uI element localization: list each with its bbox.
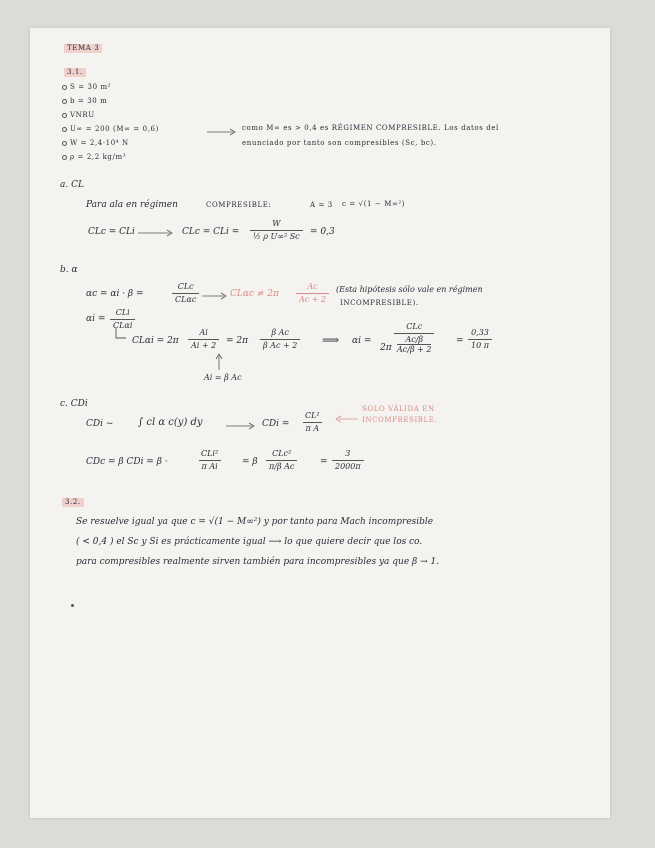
exercise-3-2-label: 3.2.: [62, 498, 84, 507]
section-a-result: = 0,3: [310, 227, 335, 237]
bullet-icon: [62, 99, 67, 104]
section-c-label: c. CDi: [60, 399, 88, 409]
section-b-eq3-left: CLαi = 2π: [132, 336, 179, 346]
bullet-icon: [62, 155, 67, 160]
fraction-denominator: β Ac + 2: [260, 339, 300, 351]
alpha-i-final-fraction: [394, 322, 434, 355]
bullet-icon: [62, 127, 67, 132]
section-a-params: A = 3: [310, 201, 333, 209]
arrow-right-icon: [226, 423, 256, 429]
lift-coefficient-fraction: [250, 219, 303, 241]
fraction-numerator: 0,33: [471, 328, 489, 337]
incompressible-note: INCOMPRESIBLE.: [362, 416, 438, 424]
section-3-2-line2: ( < 0,4 ) el Sc y Si es prácticamente igual ⟶ lo que quiere decir que los co.: [76, 537, 423, 547]
fraction-numerator: CLc: [406, 322, 423, 331]
compressible-note-line2: enunciado por tanto son compresibles (Sc, bc).: [242, 139, 437, 147]
section-a-label: a. CL: [60, 180, 84, 190]
fraction-denominator: CLαi: [110, 319, 135, 331]
section-a-compressible: COMPRESIBLE:: [206, 201, 272, 209]
fraction-denominator: Ai + 2: [188, 339, 219, 351]
fraction-denominator: CLαc: [172, 293, 199, 305]
fraction-numerator: CL²: [305, 411, 320, 420]
fraction-denominator: [394, 333, 434, 355]
aspect-ratio-fraction: [188, 328, 219, 350]
only-valid-note: SOLO VÁLIDA EN: [362, 405, 435, 413]
fraction-numerator: W: [272, 219, 281, 228]
section-b-eq3-right: αi =: [352, 336, 372, 346]
section-b-label: b. α: [60, 265, 78, 275]
corner-arrow-icon: [114, 328, 128, 342]
compressible-note-line1: como M∞ es > 0,4 es RÉGIMEN COMPRESIBLE. Los datos del: [242, 124, 499, 132]
incompressible-drag-fraction: [198, 449, 221, 471]
drag-result-fraction: [332, 449, 364, 471]
hypothesis-note-caps: INCOMPRESIBLE).: [340, 299, 419, 307]
section-b-eq2-left: αi =: [86, 314, 106, 324]
fraction-numerator: 3: [345, 449, 351, 458]
data-b: b = 30 m: [70, 97, 108, 105]
hypothesis-note: (Esta hipótesis sólo vale en régimen: [336, 285, 483, 294]
data-rho: ρ = 2,2 kg/m³: [70, 153, 127, 161]
fraction-denominator: π/β Ac: [266, 460, 297, 472]
ink-dot: [71, 604, 74, 607]
inner-numerator: Ac/β: [405, 334, 424, 344]
section-c-eq1-left: CDi ∼: [86, 419, 114, 429]
invalid-lift-slope: CLαc ≠ 2π: [230, 289, 279, 299]
fraction-denominator: Ac + 2: [296, 293, 329, 305]
equals-sign: =: [456, 336, 464, 346]
compressible-aspect-fraction: [260, 328, 300, 350]
fraction-numerator: Ai: [199, 328, 208, 337]
fraction-denominator: 2000π: [332, 460, 364, 472]
topic-title: TEMA 3: [64, 44, 102, 53]
invalid-slope-fraction: [296, 282, 329, 304]
bullet-icon: [62, 85, 67, 90]
section-b-eq3-mid: = 2π: [226, 336, 249, 346]
paper-sheet: [30, 28, 610, 818]
section-a-line1: Para ala en régimen: [86, 200, 178, 210]
alpha-i-result-fraction: [468, 328, 492, 350]
exercise-3-1-label: 3.1.: [64, 68, 86, 77]
fraction-numerator: CLi: [115, 308, 130, 317]
arrow-right-icon: [138, 230, 174, 236]
section-b-eq1-left: αc = αi · β =: [86, 289, 144, 299]
fraction-denominator: π Ai: [199, 460, 221, 472]
bullet-icon: [62, 113, 67, 118]
aspect-ratio-relation: Ai = β Ac: [204, 373, 242, 382]
fraction-denominator: π A: [303, 422, 323, 434]
equals-sign: =: [320, 457, 328, 467]
data-w: W = 2,4·10⁴ N: [70, 139, 129, 147]
fraction-numerator: CLi²: [201, 449, 219, 458]
section-c-eq2-left: CDc = β CDi = β ·: [86, 457, 168, 467]
arrow-right-icon: [202, 293, 228, 299]
fraction-numerator: Ac: [307, 282, 318, 291]
arrow-up-icon: [216, 354, 222, 370]
fraction-numerator: CLc²: [272, 449, 292, 458]
alpha-fraction: [172, 282, 199, 304]
bullet-icon: [62, 141, 67, 146]
inner-denominator: Ac/β + 2: [397, 345, 432, 355]
data-s: S = 30 m²: [70, 83, 112, 91]
integral-expression: ∫ cl α c(y) dy: [138, 417, 203, 428]
alpha-i-fraction: [110, 308, 135, 330]
compressible-drag-fraction: [266, 449, 297, 471]
section-c-eq1-mid: CDi =: [262, 419, 290, 429]
fraction-denominator: 10 π: [468, 339, 492, 351]
fraction-numerator: β Ac: [271, 328, 289, 337]
section-a-eq-mid: CLc = CLi =: [182, 227, 240, 237]
section-c-eq2-mid: = β: [242, 457, 258, 467]
data-vnru: VNRU: [70, 111, 95, 119]
induced-drag-fraction: [302, 411, 323, 433]
fraction-denominator: ½ ρ U∞² Sc: [250, 230, 303, 242]
two-pi-prefix: 2π: [380, 343, 392, 353]
implies-arrow-icon: ⟹: [322, 333, 340, 347]
section-a-eq-left: CLc = CLi: [88, 227, 135, 237]
arrow-left-red-icon: [336, 416, 358, 422]
data-u: U∞ = 200 (M∞ = 0,6): [70, 125, 159, 133]
section-a-c-def: c = √(1 − M∞²): [342, 200, 406, 208]
section-3-2-line1: Se resuelve igual ya que c = √(1 − M∞²) y por tanto para Mach incompresible: [76, 517, 434, 527]
arrow-right-icon: [207, 129, 237, 135]
section-3-2-line3: para compresibles realmente sirven también para incompresibles ya que β → 1.: [76, 557, 440, 567]
fraction-numerator: CLc: [177, 282, 194, 291]
